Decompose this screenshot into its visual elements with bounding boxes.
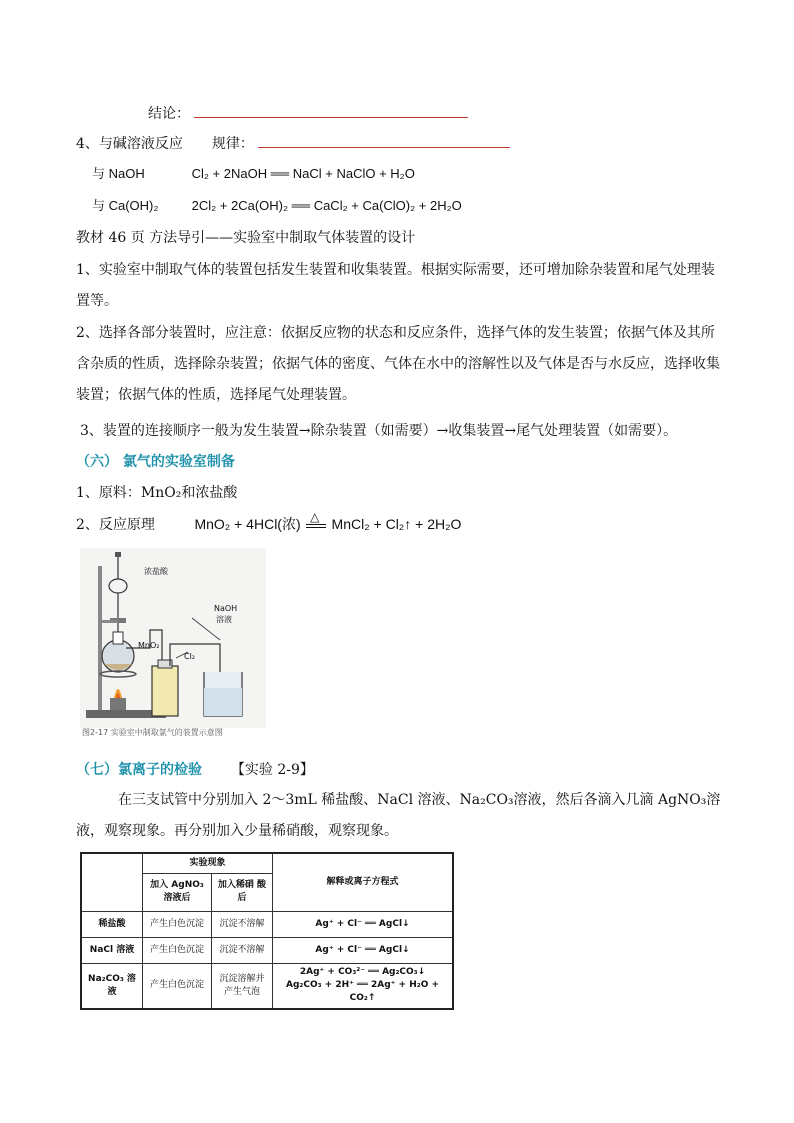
- header-after-hno3: 加入稀硝 酸后: [212, 873, 273, 911]
- section6-principle: [76, 510, 462, 535]
- apparatus-drawing: [80, 548, 266, 728]
- label-cl2: Cl₂: [184, 652, 196, 661]
- row-equation: Ag⁺ + Cl⁻ ══ AgCl↓: [273, 937, 454, 963]
- row-equations: [273, 963, 454, 1009]
- principle-label: 2、反应原理: [76, 517, 155, 533]
- principle-rhs: MnCl₂ + Cl₂↑ + 2H₂O: [331, 516, 462, 532]
- row-name: Na₂CO₃ 溶液: [81, 963, 143, 1009]
- label-naoh: NaOH: [214, 604, 238, 613]
- row-agno3: 产生白色沉淀: [143, 963, 212, 1009]
- point-1: 1、实验室中制取气体的装置包括发生装置和收集装置。根据实际需要，还可增加除杂装置和尾气处理装置等。: [76, 262, 715, 309]
- point-3: 3、装置的连接顺序一般为发生装置→除杂装置（如需要）→收集装置→尾气处理装置（如需要）。: [80, 423, 678, 439]
- conclusion-label: 结论：: [148, 106, 190, 122]
- label-mno2: MnO₂: [138, 641, 160, 650]
- header-after-agno3: 加入 AgNO₃ 溶液后: [143, 873, 212, 911]
- heat-symbol: △: [310, 510, 320, 524]
- label-acid: 浓盐酸: [144, 567, 168, 576]
- row-hno3: 沉淀不溶解: [212, 937, 273, 963]
- rule-label: 规律：: [211, 136, 254, 152]
- table-row: [81, 937, 453, 963]
- row-hno3: 沉淀溶解并 产生气泡: [212, 963, 273, 1009]
- header-explain: 解释或离子方程式: [273, 853, 454, 911]
- figure-caption: 图2-17 实验室中制取氯气的装置示意图: [82, 728, 223, 737]
- reaction-equation: 2Cl₂ + 2Ca(OH)₂ ══ CaCl₂ + Ca(ClO)₂ + 2H₂O: [191, 198, 462, 213]
- item4-row: [76, 133, 510, 154]
- row-agno3: 产生白色沉淀: [143, 937, 212, 963]
- row-agno3: 产生白色沉淀: [143, 911, 212, 937]
- reaction-equation: Cl₂ + 2NaOH ══ NaCl + NaClO + H₂O: [191, 166, 415, 181]
- rule-blank: [258, 133, 510, 148]
- row-equation: 2Ag⁺ + CO₃²⁻ ══ Ag₂CO₃↓: [299, 967, 426, 978]
- textbook-ref: 教材 46 页 方法导引——实验室中制取气体装置的设计: [76, 230, 416, 246]
- principle-lhs: MnO₂ + 4HCl(浓): [194, 516, 301, 532]
- row-name: 稀盐酸: [81, 911, 143, 937]
- table-row: [81, 963, 453, 1009]
- item4-label: 4、与碱溶液反应: [76, 136, 183, 152]
- chloride-test-table: [80, 852, 454, 1010]
- row-name: NaCl 溶液: [81, 937, 143, 963]
- table-corner: [81, 853, 143, 911]
- row-hno3: 沉淀不溶解: [212, 911, 273, 937]
- reaction-caoh2: [92, 196, 462, 216]
- section7-desc: 在三支试管中分别加入 2～3mL 稀盐酸、NaCl 溶液、Na₂CO₃溶液，然后各滴入几滴 AgNO₃溶液，观察现象。再分别加入少量稀硝酸，观察现象。: [76, 792, 721, 839]
- section7-title: （七）氯离子的检验: [76, 762, 202, 778]
- row-equation: Ag⁺ + Cl⁻ ══ AgCl↓: [273, 911, 454, 937]
- section6-material: 1、原料：MnO₂和浓盐酸: [76, 485, 238, 501]
- row-equation: Ag₂CO₃ + 2H⁺ ══ 2Ag⁺ + H₂O + CO₂↑: [285, 980, 440, 1004]
- reaction-reagent: 与 NaOH: [92, 166, 145, 181]
- reaction-reagent: 与 Ca(OH)₂: [92, 198, 159, 213]
- point-2: 2、选择各部分装置时，应注意：依据反应物的状态和反应条件，选择气体的发生装置；依据气体及其所含杂质的性质，选择除杂装置；依据气体的密度、气体在水中的溶解性以及气体是否与水反应，选择收集装置；依据气体的性质，选择尾气处理装置。: [76, 325, 720, 403]
- principle-arrow: [305, 510, 327, 529]
- apparatus-figure: [80, 548, 266, 740]
- conclusion-blank: [194, 103, 468, 118]
- header-phenomenon: 实验现象: [143, 853, 273, 873]
- section7-exp: 【实验 2-9】: [230, 762, 314, 778]
- table-row: [81, 911, 453, 937]
- section7-title-row: [76, 760, 314, 780]
- reaction-naoh: [92, 164, 415, 184]
- conclusion-row: [148, 103, 468, 124]
- section6-title: （六） 氯气的实验室制备: [76, 454, 235, 470]
- label-solution: 溶液: [216, 615, 232, 624]
